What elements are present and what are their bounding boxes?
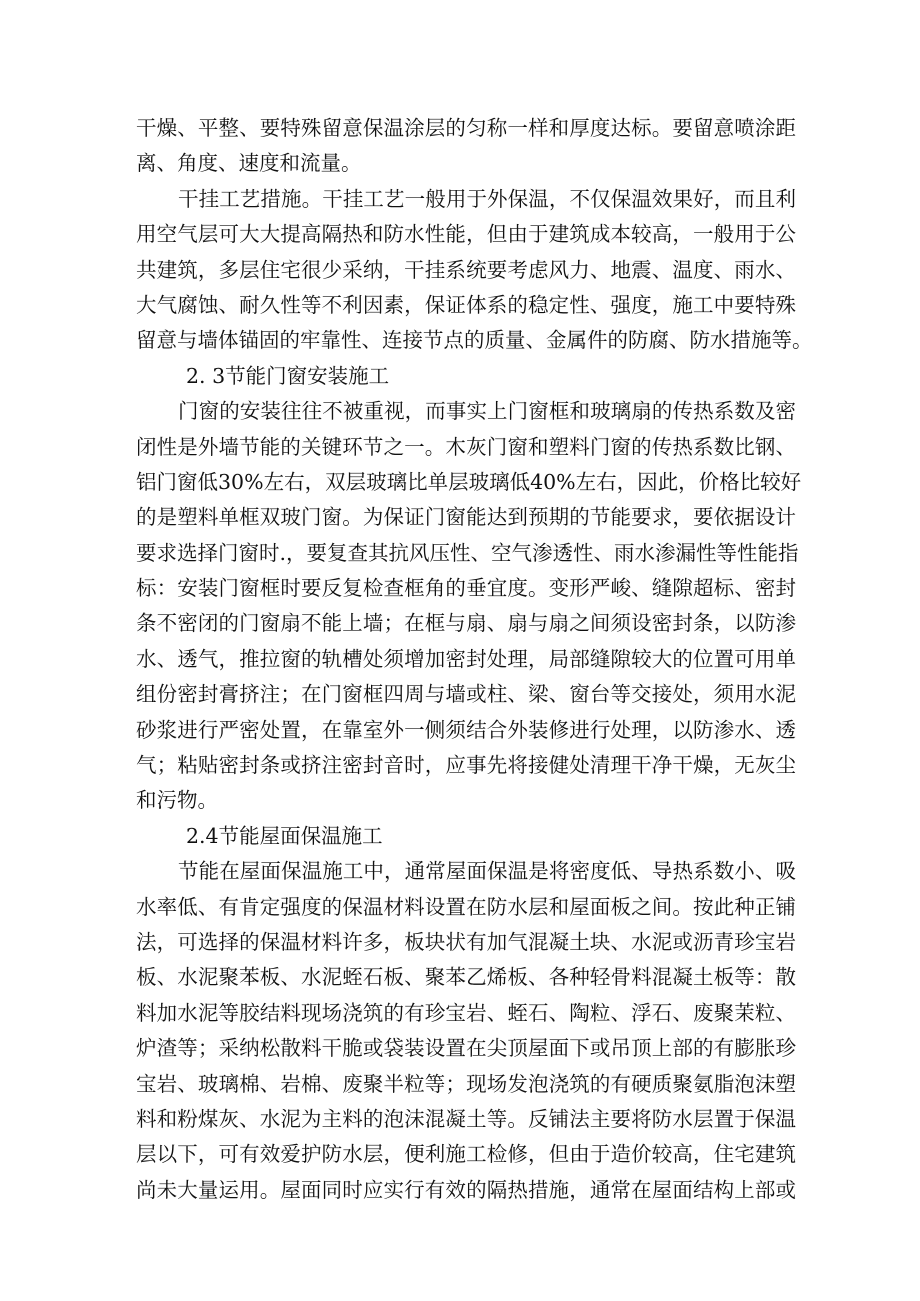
text-line: 水、透气，推拉窗的轨槽处须增加密封处理，局部缝隙较大的位置可用单 xyxy=(136,646,796,671)
text-line: 层以下，可有效爱护防水层，便利施工检修，但由于造价较高，住宅建筑 xyxy=(136,1142,796,1167)
text-line: 板、水泥聚苯板、水泥蛭石板、聚苯乙烯板、各种轻骨料混凝土板等：散 xyxy=(136,965,796,990)
text-line: 干挂工艺措施。干挂工艺一般用于外保温，不仅保温效果好，而且利 xyxy=(178,186,796,211)
text-line: 共建筑，多层住宅很少采纳，干挂系统要考虑风力、地震、温度、雨水、 xyxy=(136,257,796,282)
text-line: 气；粘贴密封条或挤注密封音时，应事先将接健处清理干净干燥，无灰尘 xyxy=(136,753,796,778)
text-line: 的是塑料单框双玻门窗。为保证门窗能达到预期的节能要求，要依据设计 xyxy=(136,505,796,530)
section-heading-2-4: 2.4节能屋面保温施工 xyxy=(186,823,383,848)
text-line: 料加水泥等胶结料现场浇筑的有珍宝岩、蛭石、陶粒、浮石、废聚茉粒、 xyxy=(136,1000,796,1025)
section-heading-2-3: 2. 3节能门窗安装施工 xyxy=(186,363,390,388)
document-body xyxy=(136,111,813,1208)
text-line: 干燥、平整、要特殊留意保温涂层的匀称一样和厚度达标。要留意喷涂距 xyxy=(136,116,796,140)
text-line: 和污物。 xyxy=(136,788,218,813)
text-line: 用空气层可大大提高隔热和防水性能，但由于建筑成本较高，一般用于公 xyxy=(136,222,796,247)
paragraph-spray-coating xyxy=(136,111,796,182)
text-line: 大气腐蚀、耐久性等不利因素，保证体系的稳定性、强度，施工中要特殊 xyxy=(136,292,796,317)
paragraph-roof-insulation xyxy=(136,854,796,1208)
text-line: 水率低、有肯定强度的保温材料设置在防水层和屋面板之间。按此种正铺 xyxy=(136,894,796,919)
text-line: 组份密封膏挤注；在门窗框四周与墙或柱、梁、窗台等交接处，须用水泥 xyxy=(136,682,796,707)
text-line: 炉渣等；采纳松散料干脆或袋装设置在尖顶屋面下或吊顶上部的有膨胀珍 xyxy=(136,1036,796,1061)
paragraph-windows-doors xyxy=(136,394,802,819)
text-line: 离、角度、速度和流量。 xyxy=(136,151,362,176)
text-line: 条不密闭的门窗扇不能上墙；在框与扇、扇与扇之间须设密封条，以防渗 xyxy=(136,611,796,636)
text-line: 宝岩、玻璃棉、岩棉、废聚半粒等；现场发泡浇筑的有硬质聚氨脂泡沫塑 xyxy=(136,1071,796,1096)
text-line: 砂浆进行严密处置，在靠室外一侧须结合外装修进行处理，以防渗水、透 xyxy=(136,717,796,742)
text-line: 铝门窗低30%左右，双层玻璃比单层玻璃低40%左右，因此，价格比较好 xyxy=(136,469,802,494)
text-line: 要求选择门窗时.，要复查其抗风压性、空气渗透性、雨水渗漏性等性能指 xyxy=(136,540,799,565)
text-line: 节能在屋面保温施工中，通常屋面保温是将密度低、导热系数小、吸 xyxy=(178,859,796,884)
paragraph-dry-hanging xyxy=(136,182,813,359)
text-line: 尚未大量运用。屋面同时应实行有效的隔热措施，通常在屋面结构上部或 xyxy=(136,1177,796,1202)
text-line: 料和粉煤灰、水泥为主料的泡沫混凝土等。反铺法主要将防水层置于保温 xyxy=(136,1106,796,1131)
text-line: 标：安装门窗框时要反复检查框角的垂宜度。变形严峻、缝隙超标、密封 xyxy=(136,576,796,601)
text-line: 门窗的安装往往不被重视，而事实上门窗框和玻璃扇的传热系数及密 xyxy=(178,399,796,424)
text-line: 法，可选择的保温材料许多，板块状有加气混凝土块、水泥或沥青珍宝岩 xyxy=(136,929,796,954)
text-line: 闭性是外墙节能的关键环节之一。木灰门窗和塑料门窗的传热系数比钢、 xyxy=(136,434,796,459)
text-line: 留意与墙体锚固的牢靠性、连接节点的质量、金属件的防腐、防水措施等。 xyxy=(136,328,813,353)
